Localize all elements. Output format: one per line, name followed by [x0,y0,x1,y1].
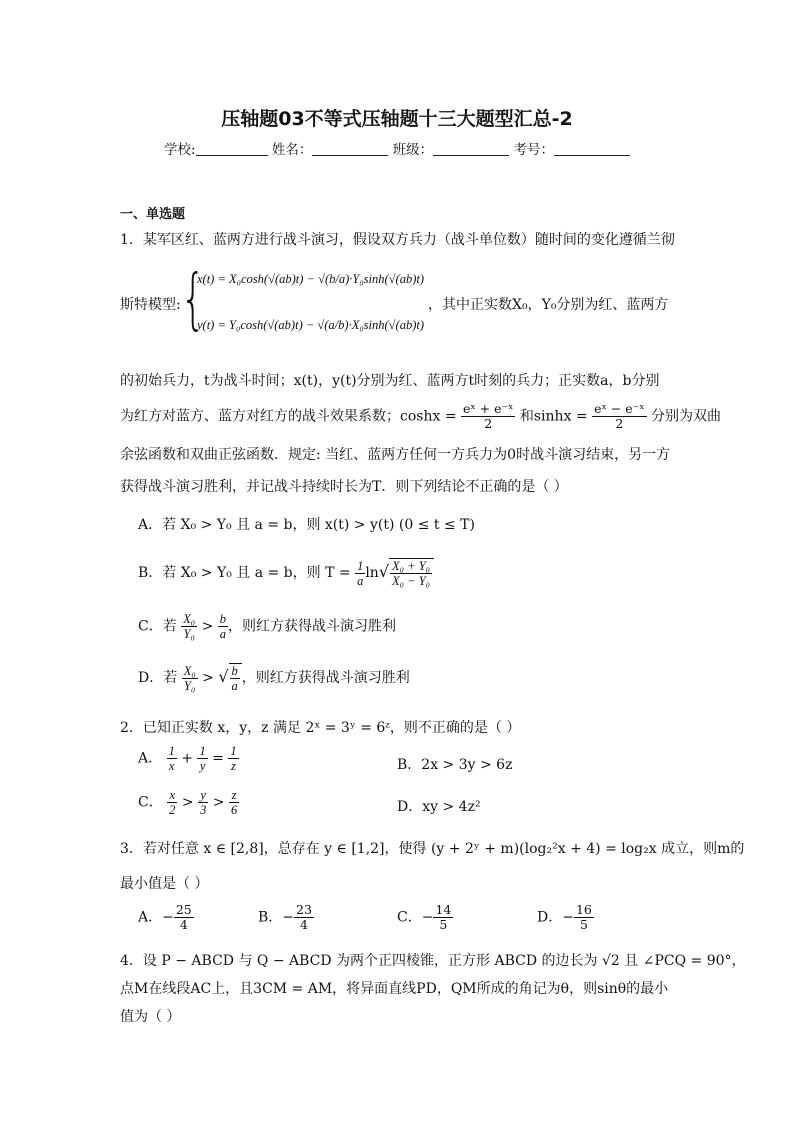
q1-optb-pre: B．若 X₀ > Y₀ 且 a = b，则 T = [138,565,351,581]
name-label: 姓名： [271,142,313,158]
q4-line1: 4．设 P − ABCD 与 Q − ABCD 为两个正四棱锥，正方形 ABCD 的边长为 √2 且 ∠PCQ = 90°， [120,953,746,969]
q3-line1: 3．若对任意 x ∈ [2,8]，总存在 y ∈ [1,2]，使得 (y + 2ʸ + m)(log₂²x + 4) = log₂x 成立，则m的 [120,841,745,857]
q3-optd-frac [574,903,594,932]
q2-option-d[interactable]: D．xy > 4z² [397,799,481,815]
q2-opta-n2: 1 [199,744,206,758]
q4-line2: 点M在线段AC上，且3CM = AM，将异面直线PD，QM所成的角记为θ，则sinθ的最小 [120,981,669,997]
id-blank[interactable] [554,141,630,156]
q2-optc-gt1: > [181,794,194,811]
q1-optb-rad-num: X₀ + Y₀ [392,559,430,573]
q1-optc-frac1 [181,612,197,641]
q1-option-d[interactable] [138,663,410,693]
q1-optd-radicand [229,663,242,693]
q1-optc-pre: C．若 [138,618,177,635]
q1-line6: 获得战斗演习胜利，并记战斗持续时长为T．则下列结论不正确的是（ ） [120,479,568,495]
school-blank[interactable] [196,141,268,156]
system-brace: { [180,260,206,337]
q2-optc-n3: z [229,788,239,803]
q2-opta-n1: 1 [168,744,175,758]
q2-option-a[interactable] [138,744,239,773]
q2-optc-f2 [198,788,208,817]
q2-optc-n1: x [167,788,177,803]
q3-optb-d: 4 [300,917,308,932]
q1-line5: 余弦函数和双曲正弦函数．规定: 当红、蓝两方任何一方兵力为0时战斗演习结束，另一方 [120,447,671,463]
q2-opta-d2: y [199,759,206,773]
q3-optc-frac [433,903,453,932]
student-info-row [0,138,794,158]
q2-optc-n2: y [198,788,208,803]
radical-icon: √ [378,562,390,581]
q3-optc-n: 14 [435,902,452,917]
q2-option-b[interactable]: B．2x > 3y > 6z [397,757,513,773]
q1-line3: 的初始兵力，t为战斗时间；x(t)，y(t)分别为红、蓝两方t时刻的兵力；正实数a，b分别 [120,373,660,389]
q1-optb-ln: ln [365,565,379,581]
q2-opta-f2 [197,744,207,773]
sinh-num: eˣ − e⁻ˣ [594,401,645,416]
cosh-num: eˣ + e⁻ˣ [463,401,514,416]
radical-icon: √ [218,667,229,686]
q2-opta-eq: = [212,750,224,767]
q1-optc-tail: ，则红方获得战斗演习胜利 [228,618,397,635]
q1-optc-f2n: b [219,612,227,626]
q1-optb-rad-den: X₀ − Y₀ [392,574,430,588]
q3-optb-frac [294,903,314,932]
q2-opta-n3: 1 [230,744,237,758]
q1-line4b: 和sinhx = [519,408,588,425]
q1-optb-frac-den: a [357,573,364,588]
q1-model-label: 斯特模型: [120,297,181,313]
class-label: 班级： [392,142,434,158]
q3-option-b[interactable] [258,903,314,932]
q2-optc-pre: C． [138,794,163,811]
q3-opta-d: 4 [179,917,188,932]
q1-optc-f1d: Y₀ [183,627,195,641]
q2-option-c[interactable] [138,788,239,817]
page-title: 压轴题03不等式压轴题十三大题型汇总-2 [221,108,573,130]
q2-opta-plus: + [181,750,194,767]
q1-optb-frac [355,559,365,588]
q1-optd-gt: > [202,670,214,686]
q3-opta-n: 25 [175,902,192,917]
q1-optb-frac-num: 1 [357,558,364,573]
id-label: 考号： [513,142,554,158]
q3-optd-n: 16 [575,902,592,917]
q1-option-b[interactable] [138,558,434,588]
q1-optd-pre: D．若 [138,670,178,686]
q2-opta-f3 [228,744,238,773]
q3-optb-pre: B．− [258,909,295,926]
q1-option-c[interactable] [138,612,396,641]
q3-optc-pre: C．− [397,909,434,926]
q3-opta-frac [174,903,194,932]
q2-optc-d1: 2 [169,803,176,817]
q1-optd-frac1 [182,664,198,693]
q1-option-a[interactable]: A．若 X₀ > Y₀ 且 a = b，则 x(t) > y(t) (0 ≤ t ≤ T) [138,517,475,533]
q4-line3: 值为（ ） [120,1009,181,1025]
q2-opta-d3: z [231,759,236,773]
q3-line2: 最小值是（ ） [120,876,209,892]
q3-option-d[interactable] [537,903,594,932]
school-label: 学校: [164,142,196,158]
q2-optc-gt2: > [212,794,225,811]
q2-opta-pre: A． [138,750,163,767]
cosh-den: 2 [484,416,493,431]
q1-line4 [120,402,721,431]
q2-opta-d1: x [168,759,175,773]
q2-stem: 2．已知正实数 x，y，z 满足 2ˣ = 3ʸ = 6ᶻ，则不正确的是（ ） [120,720,521,736]
q3-option-c[interactable] [397,903,453,932]
class-blank[interactable] [433,141,509,156]
name-blank[interactable] [312,141,388,156]
q1-optc-gt: > [201,618,214,635]
q1-eq2: y(t) = Y₀cosh(√(ab)t) − √(a/b)·X₀sinh(√(ab)t) [197,318,424,332]
q3-opta-pre: A．− [138,909,174,926]
q1-optb-radicand [389,558,434,588]
q3-optd-pre: D．− [537,909,574,926]
q1-optd-f1d: Y₀ [184,678,196,693]
section-title: 一、单选题 [120,207,186,222]
cosh-fraction [461,402,515,431]
q1-optd-f2n: b [231,664,238,678]
q1-line4a: 为红方对蓝方、蓝方对红方的战斗效果系数；coshx = [120,408,457,425]
q1-eq1: x(t) = X₀cosh(√(ab)t) − √(b/a)·Y₀sinh(√(ab)t) [197,272,424,286]
sinh-fraction [592,402,646,431]
q1-optd-f1n: X₀ [183,663,196,678]
q1-model-tail: ，其中正实数X₀，Y₀分别为红、蓝两方 [428,297,669,313]
q2-optc-f3 [229,788,239,817]
q3-optc-d: 5 [439,917,448,932]
q1-optc-f1n: X₀ [183,612,196,626]
q2-opta-f1 [167,744,177,773]
q1-line4c: 分别为双曲 [650,408,721,425]
q1-optc-f2d: a [219,627,227,641]
q2-optc-f1 [167,788,177,817]
q1-optd-f2d: a [231,679,238,693]
q1-line1: 1．某军区红、蓝两方进行战斗演习，假设双方兵力（战斗单位数）随时间的变化遵循兰彻 [120,232,675,248]
q3-optd-d: 5 [579,917,588,932]
q3-option-a[interactable] [138,903,194,932]
q3-optb-n: 23 [296,902,312,917]
sinh-den: 2 [615,416,624,431]
q1-optd-tail: ，则红方获得战斗演习胜利 [241,670,410,686]
q2-optc-d3: 6 [230,803,238,817]
q2-optc-d2: 3 [200,803,207,817]
q1-optc-frac2 [218,612,228,641]
